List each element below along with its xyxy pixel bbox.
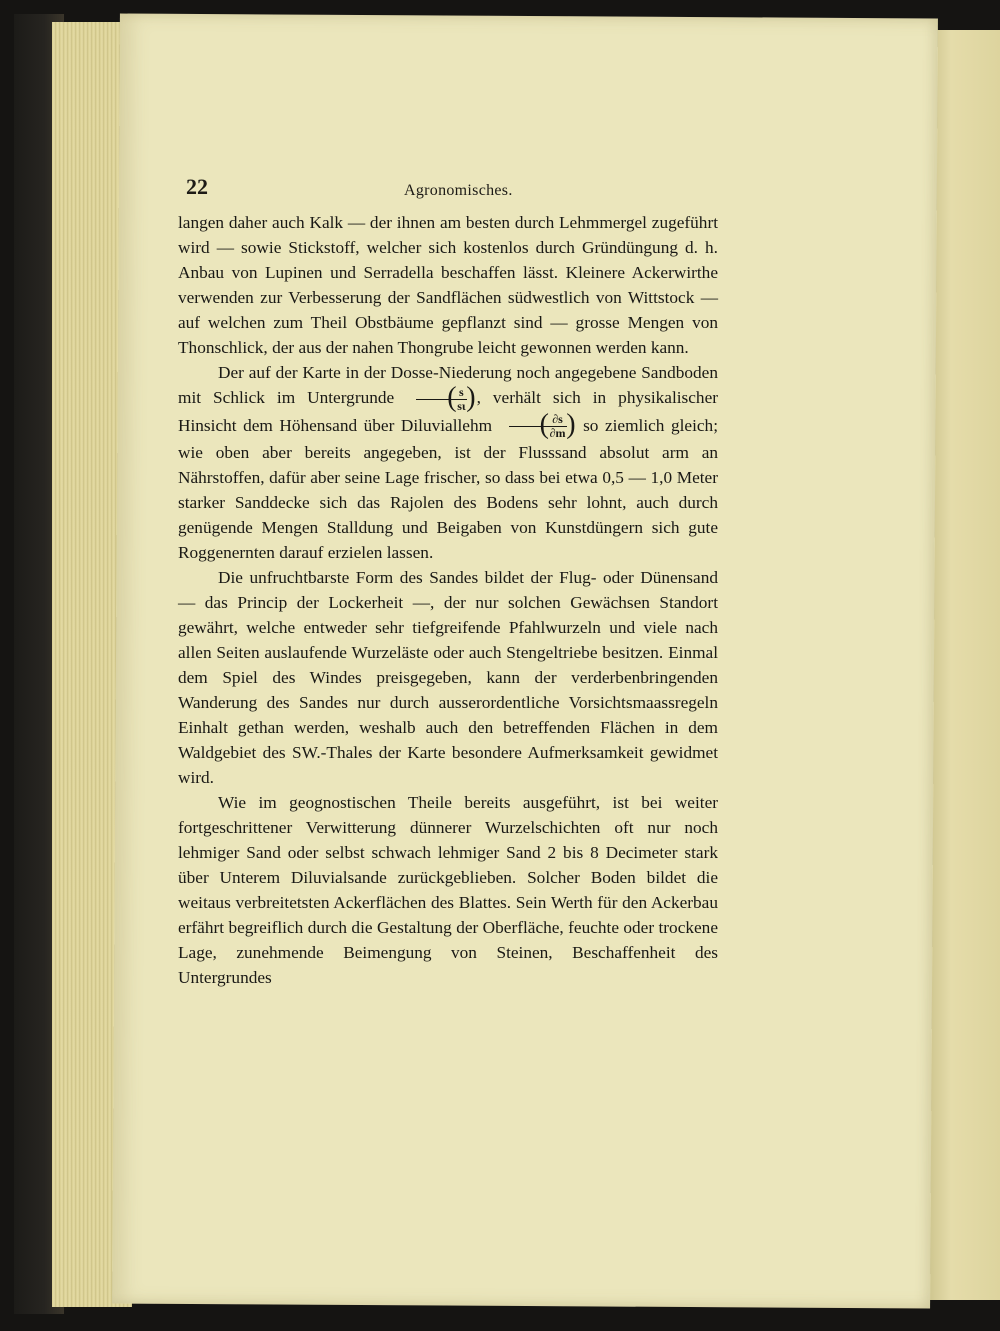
paragraph-2-part-a: Der auf der Karte in der Dosse-Niederung noch angegebene Sandboden mit Schlick im Untergrunde [178,363,718,407]
fraction-2-denominator: ∂m [549,426,566,441]
paragraph-3: Die unfruchtbarste Form des Sandes bildet der Flug- oder Dünensand — das Princip der Lockerheit —, der nur solchen Gewächsen Standort gewährt, welche entweder sehr tiefgreifende Pfahlwurzeln und viele nach allen Seiten auslaufende Wurzeläste oder auch Stengeltriebe besitzen. Einmal dem Spiel des Windes preisgegeben, kann der verderbenbringenden Wanderung des Sandes nur durch ausserordentliche Vorsichtsmaassregeln Einhalt gethan werden, weshalb auch den betreffenden Flächen in dem Waldgebiet des SW.-Thales der Karte besondere Aufmerksamkeit gewidmet wird. [178,568,718,788]
paragraph-1: langen daher auch Kalk — der ihnen am besten durch Lehmmergel zugeführt wird — sowie Stickstoff, welcher sich kostenlos durch Gründüngung d. h. Anbau von Lupinen und Serradella beschaffen lässt. Kleinere Ackerwirthe verwenden zur Verbesserung der Sandflächen südwestlich von Wittstock — auf welchen zum Theil Obstbäume gepflanzt sind — grosse Mengen von Thonschlick, der aus der nahen Thongrube leicht gewonnen werden kann. [178,213,718,357]
body-text [178,210,718,990]
fraction-1-numerator: ( s [416,386,466,400]
page-header [186,174,706,204]
fraction-1-denominator: sι [457,398,466,413]
page-stack-right [930,30,1000,1300]
page-number: 22 [186,174,208,199]
paragraph-4: Wie im geognostischen Theile bereits ausgeführt, ist bei weiter fortgeschrittener Verwitterung dünnerer Wurzelschichten oft nur noch lehmiger Sand oder selbst schwach lehmiger Sand 2 bis 8 Decimeter stark über Unterem Diluvialsande zurückgeblieben. Solcher Boden bildet die weitaus verbreitetsten Ackerflächen des Blattes. Sein Werth für den Ackerbau erfährt begreiflich durch die Gestaltung der Oberfläche, feuchte oder trockene Lage, zunehmende Beimengung von Steinen, Beschaffenheit des Untergrundes [178,793,718,988]
paragraph-2-part-b: , verhält sich in physikalischer Hinsicht dem Höhensand über Diluviallehm [178,388,719,435]
fraction-s-over-st [409,386,473,413]
fraction-2-numerator: ( ∂s [509,413,567,427]
running-head: Agronomisches. [404,182,513,199]
fraction-ds-over-dm [502,413,574,440]
paragraph-2-part-c: so ziemlich gleich; wie oben aber bereits angegeben, ist der Flusssand absolut arm an Nährstoffen, dafür aber seine Lage frischer, so dass bei etwa 0,5 — 1,0 Meter starker Sanddecke sich das Rajolen des Bodens sehr lohnt, auch durch genügende Mengen Stalldung und Beigaben von Kunstdüngern sich gute Roggenernten darauf erzielen lassen. [178,415,718,563]
paragraph-2 [178,360,718,565]
